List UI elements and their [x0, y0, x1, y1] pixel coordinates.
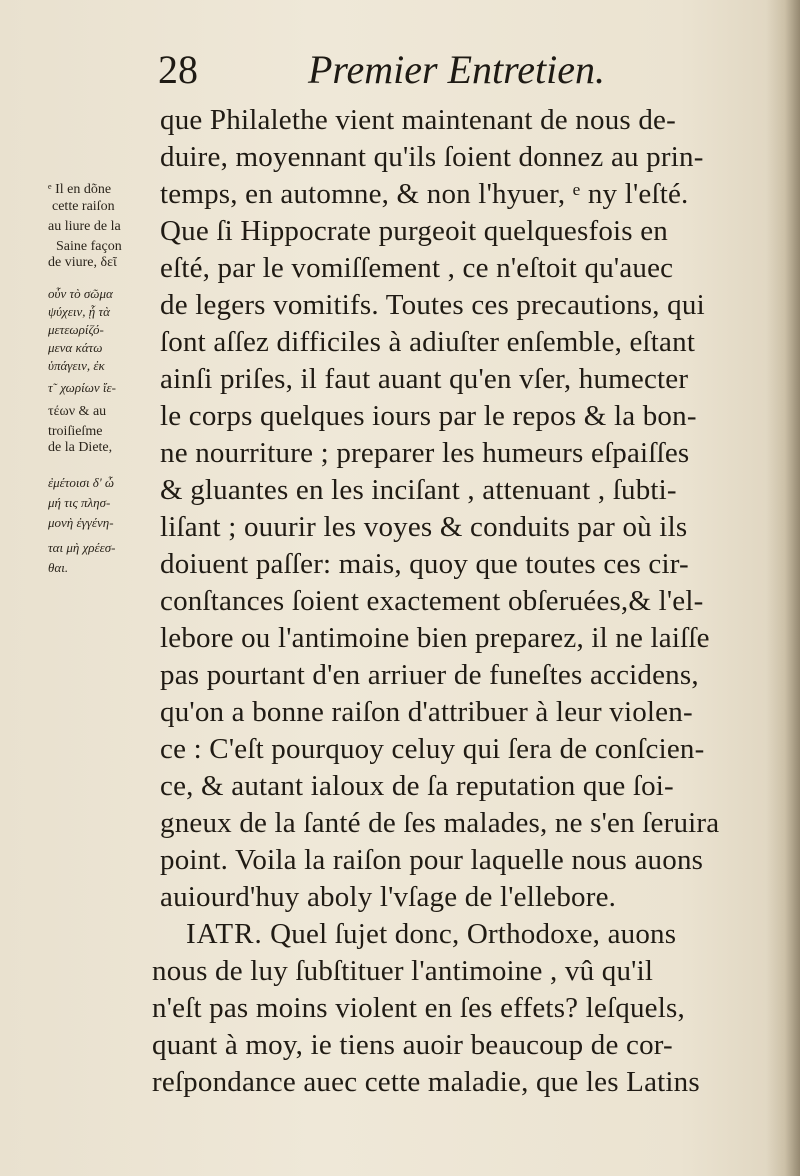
- margin-note-line: ὑπάγειν, ἐκ: [48, 358, 105, 373]
- text-line: ce : C'eſt pourquoy celuy qui ſera de conſcien-: [160, 733, 705, 765]
- text-line: nous de luy ſubſtituer l'antimoine , vû qu'il: [152, 955, 654, 987]
- text-line: ce, & autant ialoux de ſa reputation que ſoi-: [160, 770, 674, 802]
- text-line: de legers vomitifs. Toutes ces precautions, qui: [160, 289, 705, 321]
- text-line: point. Voila la raiſon pour laquelle nous auons: [160, 844, 704, 876]
- margin-note-line: μονὴ ἐγγένη-: [48, 515, 114, 530]
- margin-note-line: θαι.: [48, 560, 69, 575]
- text-line: conſtances ſoient exactement obſeruées,& l'el-: [160, 585, 704, 617]
- text-line: lebore ou l'antimoine bien preparez, il ne laiſſe: [160, 622, 710, 654]
- text-line: ne nourriture ; preparer les humeurs eſpaiſſes: [160, 437, 690, 469]
- margin-note-line: οὖν τὸ σῶμα: [48, 286, 113, 301]
- page-number: 28: [158, 47, 198, 92]
- text-line: le corps quelques iours par le repos & la bon-: [160, 400, 697, 432]
- margin-note-line: troiſieſme: [48, 424, 103, 439]
- margin-note-line: cette raiſon: [52, 199, 115, 214]
- text-line: duire, moyennant qu'ils ſoient donnez au prin-: [160, 141, 704, 173]
- margin-note-line: μετεωρίζό-: [48, 322, 104, 337]
- text-line: ainſi priſes, il faut auant qu'en vſer, humecter: [160, 363, 689, 395]
- speaker-label: IATR.: [186, 918, 263, 950]
- margin-note-line: τ῀ χωρίων ἴε-: [48, 380, 116, 395]
- text-line: Que ſi Hippocrate purgeoit quelquesfois en: [160, 215, 668, 247]
- margin-note-line: μή τις πλησ-: [48, 495, 111, 510]
- margin-note-line: Saine façon: [56, 239, 122, 254]
- text-line: & gluantes en les inciſant , attenuant , ſubti-: [160, 474, 677, 506]
- margin-note-line: ἐμέτοισι δ' ὦ: [48, 475, 115, 490]
- text-line: reſpondance auec cette maladie, que les Latins: [152, 1066, 700, 1098]
- margin-note-line: τέων & au: [48, 404, 107, 419]
- text-line: ſont aſſez difficiles à adiuſter enſemble, eſtant: [160, 326, 696, 358]
- text-line: doiuent paſſer: mais, quoy que toutes ces cir-: [160, 548, 689, 580]
- text-line: n'eſt pas moins violent en ſes effets? leſquels,: [152, 992, 685, 1024]
- running-title: Premier Entretien.: [308, 47, 605, 92]
- text-line: qu'on a bonne raiſon d'attribuer à leur violen-: [160, 696, 693, 728]
- text-line: que Philalethe vient maintenant de nous de-: [160, 104, 676, 136]
- margin-note-line: ψύχειν, ᾗ τὰ: [48, 304, 110, 319]
- text-line: auiourd'huy aboly l'vſage de l'ellebore.: [160, 881, 617, 913]
- text-line: quant à moy, ie tiens auoir beaucoup de cor-: [152, 1029, 673, 1061]
- margin-note-line: ᵉ Il en dõne: [48, 182, 112, 197]
- text-line: temps, en automne, & non l'hyuer, ᵉ ny l'eſté.: [160, 178, 689, 210]
- text-line: eſté, par le vomiſſement , ce n'eſtoit qu'auec: [160, 252, 674, 284]
- margin-note-line: de la Diete,: [48, 440, 113, 455]
- text-line: Quel ſujet donc, Orthodoxe, auons: [270, 918, 677, 950]
- text-line: gneux de la ſanté de ſes malades, ne s'en ſeruira: [160, 807, 720, 839]
- margin-note-line: ται μὴ χρέεσ-: [48, 540, 116, 555]
- speaker-line: [186, 918, 676, 951]
- margin-note-line: de viure, δεῖ: [48, 255, 117, 270]
- margin-note-line: au liure de la: [48, 219, 121, 234]
- text-line: liſant ; ouurir les voyes & conduits par où ils: [160, 511, 688, 543]
- text-line: pas pourtant d'en arriuer de funeſtes accidens,: [160, 659, 699, 691]
- margin-note-line: μενα κάτω: [48, 340, 103, 355]
